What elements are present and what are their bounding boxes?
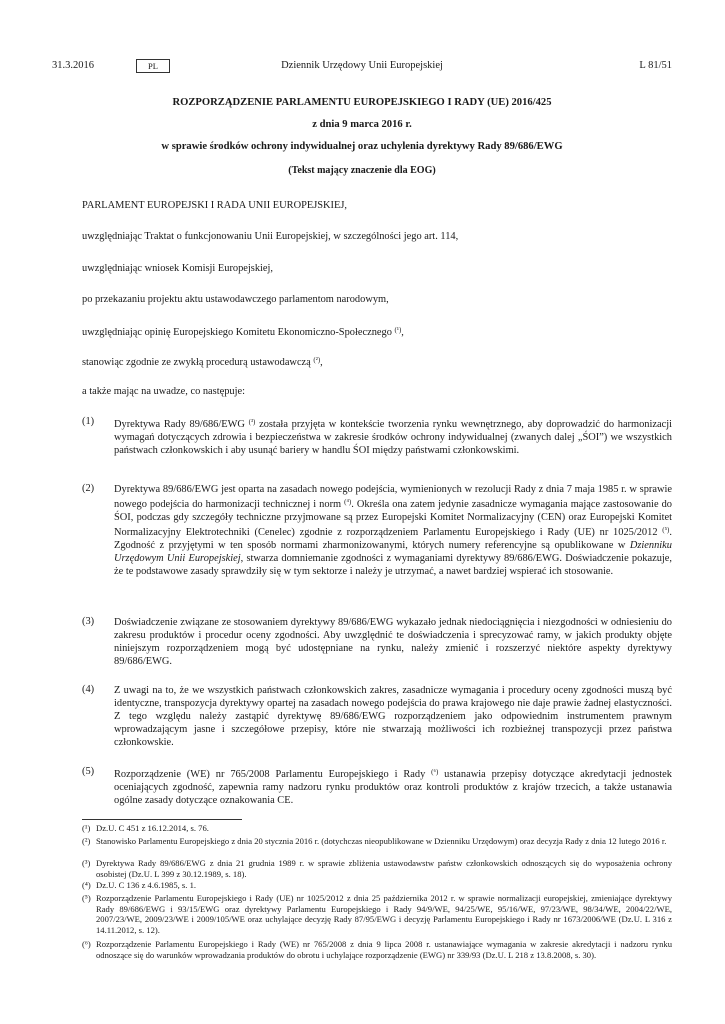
footnote: (⁵) Rozporządzenie Parlamentu Europejskiego i Rady (UE) nr 1025/2012 z dnia 25 października 2012 r. w sprawie normalizacji europejskiej, zmieniające dyrektywy Rady 89/686/EWG i 93/15/EWG oraz dyrektywy Parlamentu Europejskiego i Rady 94/9/WE, 94/25/WE, 95/16/WE, 97/23/WE, 98/34/WE, 2004/22/WE, 2007/23/WE, 2009/23/WE i 2009/105/WE oraz uchylające decyzję Rady 87/95/EWG i decyzję Parlamentu Europejskiego i Rady nr 1673/2006/WE (Dz.U. L 316 z 14.11.2012, s. 12). xyxy=(82,893,672,935)
header-journal-title: Dziennik Urzędowy Unii Europejskiej xyxy=(281,60,443,71)
footnote-ref[interactable]: (⁵) xyxy=(662,526,670,534)
eea-relevance-note: (Tekst mający znaczenie dla EOG) xyxy=(288,165,436,176)
recital-number: (1) xyxy=(82,416,95,427)
preamble-line: a także mając na uwadze, co następuje: xyxy=(82,386,245,397)
preamble-line: uwzględniając wniosek Komisji Europejskiej, xyxy=(82,263,274,274)
footnote: (¹) Dz.U. C 451 z 16.12.2014, s. 76. xyxy=(82,823,209,833)
preamble-line: uwzględniając Traktat o funkcjonowaniu Unii Europejskiej, w szczególności jego art. 114, xyxy=(82,231,459,242)
preamble-line: po przekazaniu projektu aktu ustawodawczego parlamentom narodowym, xyxy=(82,294,389,305)
recital-text: Rozporządzenie (WE) nr 765/2008 Parlamentu Europejskiego i Rady $^{(^6)}$ ustanawia przepisy dotyczące akredytacji jednostek oceniających zgodność, zapewnia ramy nadzoru rynku produktów oraz kontroli produktów z krajów trzecich, a także ustanawia ogólne zasady dotyczące oznakowania CE. xyxy=(114,768,672,806)
footnote: (²) Stanowisko Parlamentu Europejskiego z dnia 20 stycznia 2016 r. (dotychczas nieopublikowane w Dzienniku Urzędowym) oraz decyzja Rady z dnia 12 lutego 2016 r. xyxy=(82,836,667,846)
recital-number: (2) xyxy=(82,483,95,494)
footnote: (⁴) Dz.U. C 136 z 4.6.1985, s. 1. xyxy=(82,880,197,890)
page-header xyxy=(52,60,672,74)
language-badge: PL xyxy=(136,59,170,73)
footnote-ref[interactable]: (⁶) xyxy=(431,768,439,776)
recital-number: (5) xyxy=(82,766,95,777)
footnote-ref[interactable]: (¹) xyxy=(394,326,402,334)
recital-number: (4) xyxy=(82,684,95,695)
regulation-title: ROZPORZĄDZENIE PARLAMENTU EUROPEJSKIEGO I RADY (UE) 2016/425 xyxy=(172,97,552,108)
header-date: 31.3.2016 xyxy=(52,60,94,71)
recital-text: Dyrektywa 89/686/EWG jest oparta na zasadach nowego podejścia, wymienionych w rezolucji Rady z dnia 7 maja 1985 r. w sprawie nowego podejścia do harmonizacji technicznej i norm $^{(^4)}$. Określa ona zatem jedynie zasadnicze wymagania mające zastosowanie do ŚOI, podczas gdy szczegóły techniczne przyjmowane są przez Europejski Komitet Normalizacyjny (CEN) oraz Europejski Komitet Normalizacyjny Elektrotechniki (Cenelec) zgodnie z rozporządzeniem Parlamentu Europejskiego i Rady (UE) nr 1025/2012 $^{(^5)}$. Zgodność z przyjętymi w ten sposób normami zharmonizowanymi, których numery referencyjne są opublikowane w Dzienniku Urzędowym Unii Europejskiej, stwarza domniemanie zgodności z wymaganiami dyrektywy 89/686/EWG. Doświadczenie pokazuje, że te podstawowe zasady sprawdziły się w tym sektorze i należy je utrzymać, a nawet bardziej wspierać ich stosowanie. xyxy=(114,484,672,577)
preamble-line: PARLAMENT EUROPEJSKI I RADA UNII EUROPEJSKIEJ, xyxy=(82,200,347,211)
footnote: (⁶) Rozporządzenie Parlamentu Europejskiego i Rady (WE) nr 765/2008 z dnia 9 lipca 2008 r. ustanawiające wymagania w zakresie akredytacji i nadzoru rynku odnoszące się do warunków wprowadzania produktów do obrotu i uchylające rozporządzenie (EWG) nr 339/93 (Dz.U. L 218 z 13.8.2008, s. 30). xyxy=(82,939,672,960)
recital-text: Doświadczenie związane ze stosowaniem dyrektywy 89/686/EWG wykazało jednak niedociągnięcia i niezgodności w odniesieniu do zakresu produktów i procedur oceny zgodności. Aby uwzględnić te doświadczenia i sprecyzować ramy, w jakich produkty objęte niniejszym rozporządzeniem mogą być udostępniane na rynku, należy zmienić i rozszerzyć niektóre aspekty dyrektywy 89/686/EWG. xyxy=(114,617,672,667)
preamble-line: uwzględniając opinię Europejskiego Komitetu Ekonomiczno-Społecznego $^{(^1)}$, xyxy=(82,326,404,338)
recital-text: Z uwagi na to, że we wszystkich państwach członkowskich zakres, zasadnicze wymagania i procedury oceny zgodności muszą być identyczne, transpozycja dyrektywy opartej na zasadach nowego podejścia do prawa krajowego nie daje prawie żadnej elastyczności. Z tego względu należy zastąpić dyrektywę 89/686/EWG rozporządzeniem jako odpowiednim instrumentem prawnym wprowadzającym jasne i szczegółowe przepisy, które nie stwarzają możliwości ich rozbieżnej transpozycji przez państwa członkowskie. xyxy=(114,685,672,748)
footnote: (³) Dyrektywa Rady 89/686/EWG z dnia 21 grudnia 1989 r. w sprawie zbliżenia ustawodawstw państw członkowskich odnoszących się do wyposażenia ochrony osobistej (Dz.U. L 399 z 30.12.1989, s. 18). xyxy=(82,858,672,879)
footnote-ref[interactable]: (²) xyxy=(313,356,321,364)
regulation-date: z dnia 9 marca 2016 r. xyxy=(312,119,412,130)
footnote-divider xyxy=(82,819,242,820)
preamble-line: stanowiąc zgodnie ze zwykłą procedurą ustawodawczą $^{(^2)}$, xyxy=(82,356,323,368)
regulation-subject: w sprawie środków ochrony indywidualnej oraz uchylenia dyrektywy Rady 89/686/EWG xyxy=(161,141,563,152)
recital-number: (3) xyxy=(82,616,95,627)
header-page-reference: L 81/51 xyxy=(639,60,672,71)
recital-text: Dyrektywa Rady 89/686/EWG $^{(^3)}$ została przyjęta w kontekście tworzenia rynku wewnętrznego, aby doprowadzić do harmonizacji wymagań dotyczących zdrowia i bezpieczeństwa w zakresie środków ochrony indywidualnej (zwanych dalej „ŚOI”) we wszystkich państwach członkowskich i aby usunąć bariery w handlu ŚOI między państwami członkowskimi. xyxy=(114,418,672,456)
footnote-ref[interactable]: (⁴) xyxy=(344,498,352,506)
footnote-ref[interactable]: (³) xyxy=(248,418,256,426)
